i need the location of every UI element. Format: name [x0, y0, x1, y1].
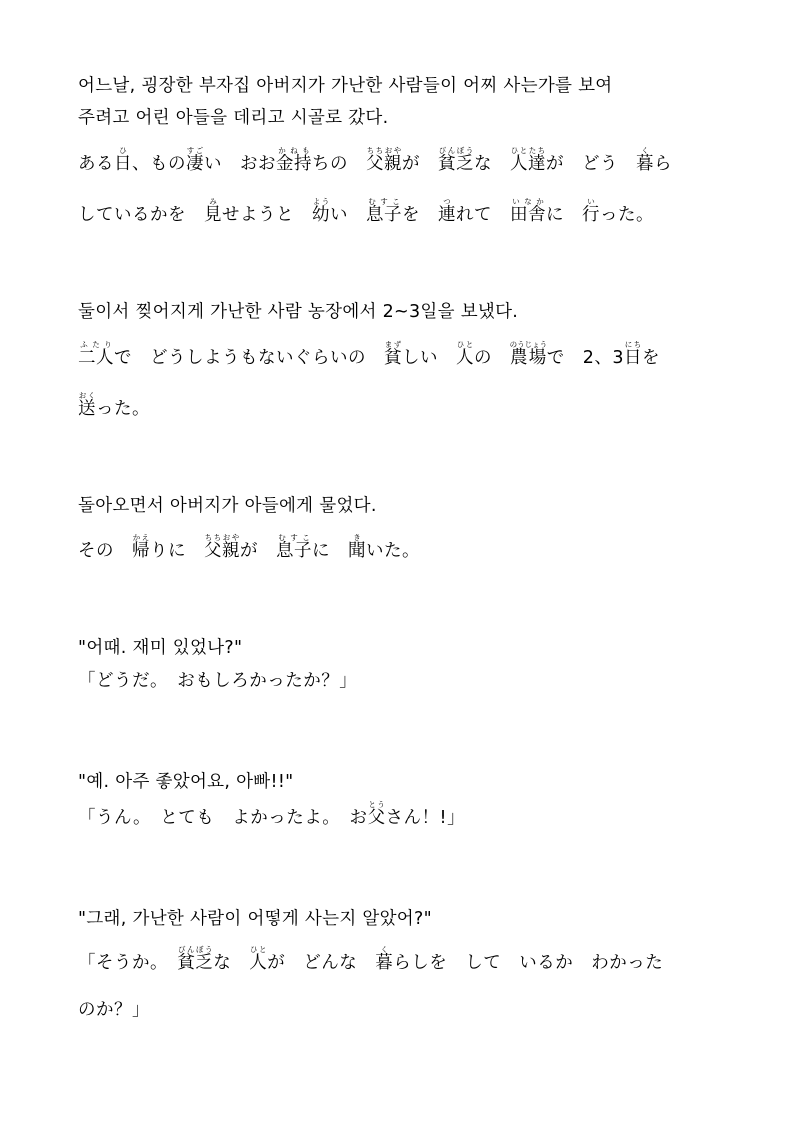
furigana-reading: く: [636, 146, 654, 155]
japanese-text: いた。: [366, 541, 420, 561]
korean-line: 어느날, 굉장한 부자집 아버지가 가난한 사람들이 어찌 사는가를 보여: [78, 76, 613, 96]
furigana-reading: よう: [312, 197, 330, 206]
japanese-line: [78, 340, 660, 369]
japanese-text: が: [402, 154, 438, 174]
furigana-word: 金持かねも: [276, 146, 312, 174]
furigana-word: 凄すご: [186, 146, 204, 174]
furigana-reading: つ: [438, 197, 456, 206]
furigana-reading: く: [375, 945, 394, 954]
japanese-text: が: [240, 541, 276, 561]
furigana-reading: むすこ: [276, 533, 312, 542]
japanese-line: [78, 197, 654, 226]
japanese-text: 、もの: [132, 154, 186, 174]
japanese-line: [78, 996, 150, 1021]
furigana-word: 人ひと: [249, 945, 268, 973]
furigana-word: 貧まず: [384, 340, 402, 368]
furigana-reading: かねも: [276, 146, 312, 155]
furigana-word: 人達ひとたち: [510, 146, 546, 174]
japanese-line: [78, 667, 357, 692]
japanese-text: しい: [402, 348, 456, 368]
furigana-reading: い: [582, 197, 600, 206]
furigana-reading: き: [348, 533, 366, 542]
japanese-text: で 2、3: [546, 348, 625, 368]
furigana-word: 息子むすこ: [276, 533, 312, 561]
japanese-text: しているかを: [78, 205, 204, 225]
furigana-word: 行い: [582, 197, 600, 225]
furigana-word: 父親ちちおや: [366, 146, 402, 174]
japanese-text: った。: [96, 399, 150, 419]
japanese-text: を: [402, 205, 438, 225]
furigana-reading: ひと: [456, 340, 474, 349]
japanese-text: 「どうだ。 おもしろかったか？」: [78, 671, 358, 691]
japanese-text: な: [474, 154, 510, 174]
furigana-reading: ちちおや: [366, 146, 402, 155]
furigana-word: 聞き: [348, 533, 366, 561]
japanese-text: さん！!」: [385, 808, 466, 828]
japanese-text: りに: [150, 541, 204, 561]
japanese-text: らしを して いるか わかった: [393, 953, 664, 973]
furigana-reading: おく: [78, 391, 96, 400]
furigana-reading: ひとたち: [510, 146, 546, 155]
furigana-word: 見み: [204, 197, 222, 225]
furigana-word: 連つ: [438, 197, 456, 225]
japanese-text: 「そうか。: [78, 953, 178, 973]
furigana-word: 人ひと: [456, 340, 474, 368]
japanese-text: せようと: [222, 205, 312, 225]
furigana-reading: ひ: [114, 146, 132, 155]
furigana-word: 父親ちちおや: [204, 533, 240, 561]
japanese-text: ら: [654, 154, 672, 174]
furigana-word: 日にち: [624, 340, 643, 368]
furigana-reading: いなか: [510, 197, 546, 206]
furigana-word: 日ひ: [114, 146, 132, 174]
japanese-text: で どうしようもないぐらいの: [114, 348, 384, 368]
furigana-reading: ふたり: [78, 340, 114, 349]
japanese-text: に: [546, 205, 582, 225]
korean-line: "그래, 가난한 사람이 어떻게 사는지 알았어?": [78, 909, 432, 929]
furigana-reading: むすこ: [366, 197, 402, 206]
japanese-text: ある: [78, 154, 114, 174]
japanese-text: ちの: [312, 154, 366, 174]
furigana-reading: ひと: [249, 945, 268, 954]
furigana-reading: まず: [384, 340, 402, 349]
korean-line: "예. 아주 좋았어요, 아빠!!": [78, 772, 294, 792]
japanese-text: れて: [456, 205, 510, 225]
japanese-line: [78, 391, 150, 420]
furigana-word: 息子むすこ: [366, 197, 402, 225]
japanese-text: が どう: [546, 154, 636, 174]
japanese-line: [78, 945, 663, 974]
furigana-reading: かえ: [132, 533, 150, 542]
furigana-word: 二人ふたり: [78, 340, 114, 368]
japanese-text: に: [312, 541, 348, 561]
japanese-text: った。: [600, 205, 654, 225]
japanese-line: [78, 800, 465, 829]
furigana-word: 農場のうじょう: [509, 340, 548, 368]
japanese-text: の: [474, 348, 510, 368]
korean-line: 돌아오면서 아버지가 아들에게 물었다.: [78, 496, 377, 516]
furigana-reading: にち: [624, 340, 643, 349]
furigana-word: 父とう: [367, 800, 386, 828]
furigana-reading: のうじょう: [509, 340, 548, 349]
japanese-text: な: [213, 953, 250, 973]
furigana-reading: ちちおや: [204, 533, 240, 542]
korean-line: "어때. 재미 있었나?": [78, 638, 243, 658]
korean-line: 주려고 어린 아들을 데리고 시골로 갔다.: [78, 108, 389, 128]
japanese-text: 「うん。 とても よかったよ。 お: [78, 808, 368, 828]
furigana-reading: びんぼう: [177, 945, 214, 954]
furigana-reading: すご: [186, 146, 204, 155]
japanese-text: のか？」: [78, 1000, 150, 1020]
japanese-text: い: [330, 205, 366, 225]
japanese-text: い おお: [204, 154, 276, 174]
furigana-word: 暮く: [375, 945, 394, 973]
furigana-word: 帰かえ: [132, 533, 150, 561]
furigana-reading: み: [204, 197, 222, 206]
japanese-text: を: [642, 348, 661, 368]
furigana-word: 田舎いなか: [510, 197, 546, 225]
furigana-word: 送おく: [78, 391, 96, 419]
furigana-word: 貧乏びんぼう: [438, 146, 474, 174]
furigana-word: 貧乏びんぼう: [177, 945, 214, 973]
japanese-text: その: [78, 541, 132, 561]
furigana-word: 幼よう: [312, 197, 330, 225]
japanese-line: [78, 533, 420, 562]
japanese-line: [78, 146, 672, 175]
furigana-reading: とう: [367, 800, 386, 809]
japanese-text: が どんな: [267, 953, 376, 973]
korean-line: 둘이서 찢어지게 가난한 사람 농장에서 2~3일을 보냈다.: [78, 302, 519, 322]
furigana-word: 暮く: [636, 146, 654, 174]
furigana-reading: びんぼう: [438, 146, 474, 155]
